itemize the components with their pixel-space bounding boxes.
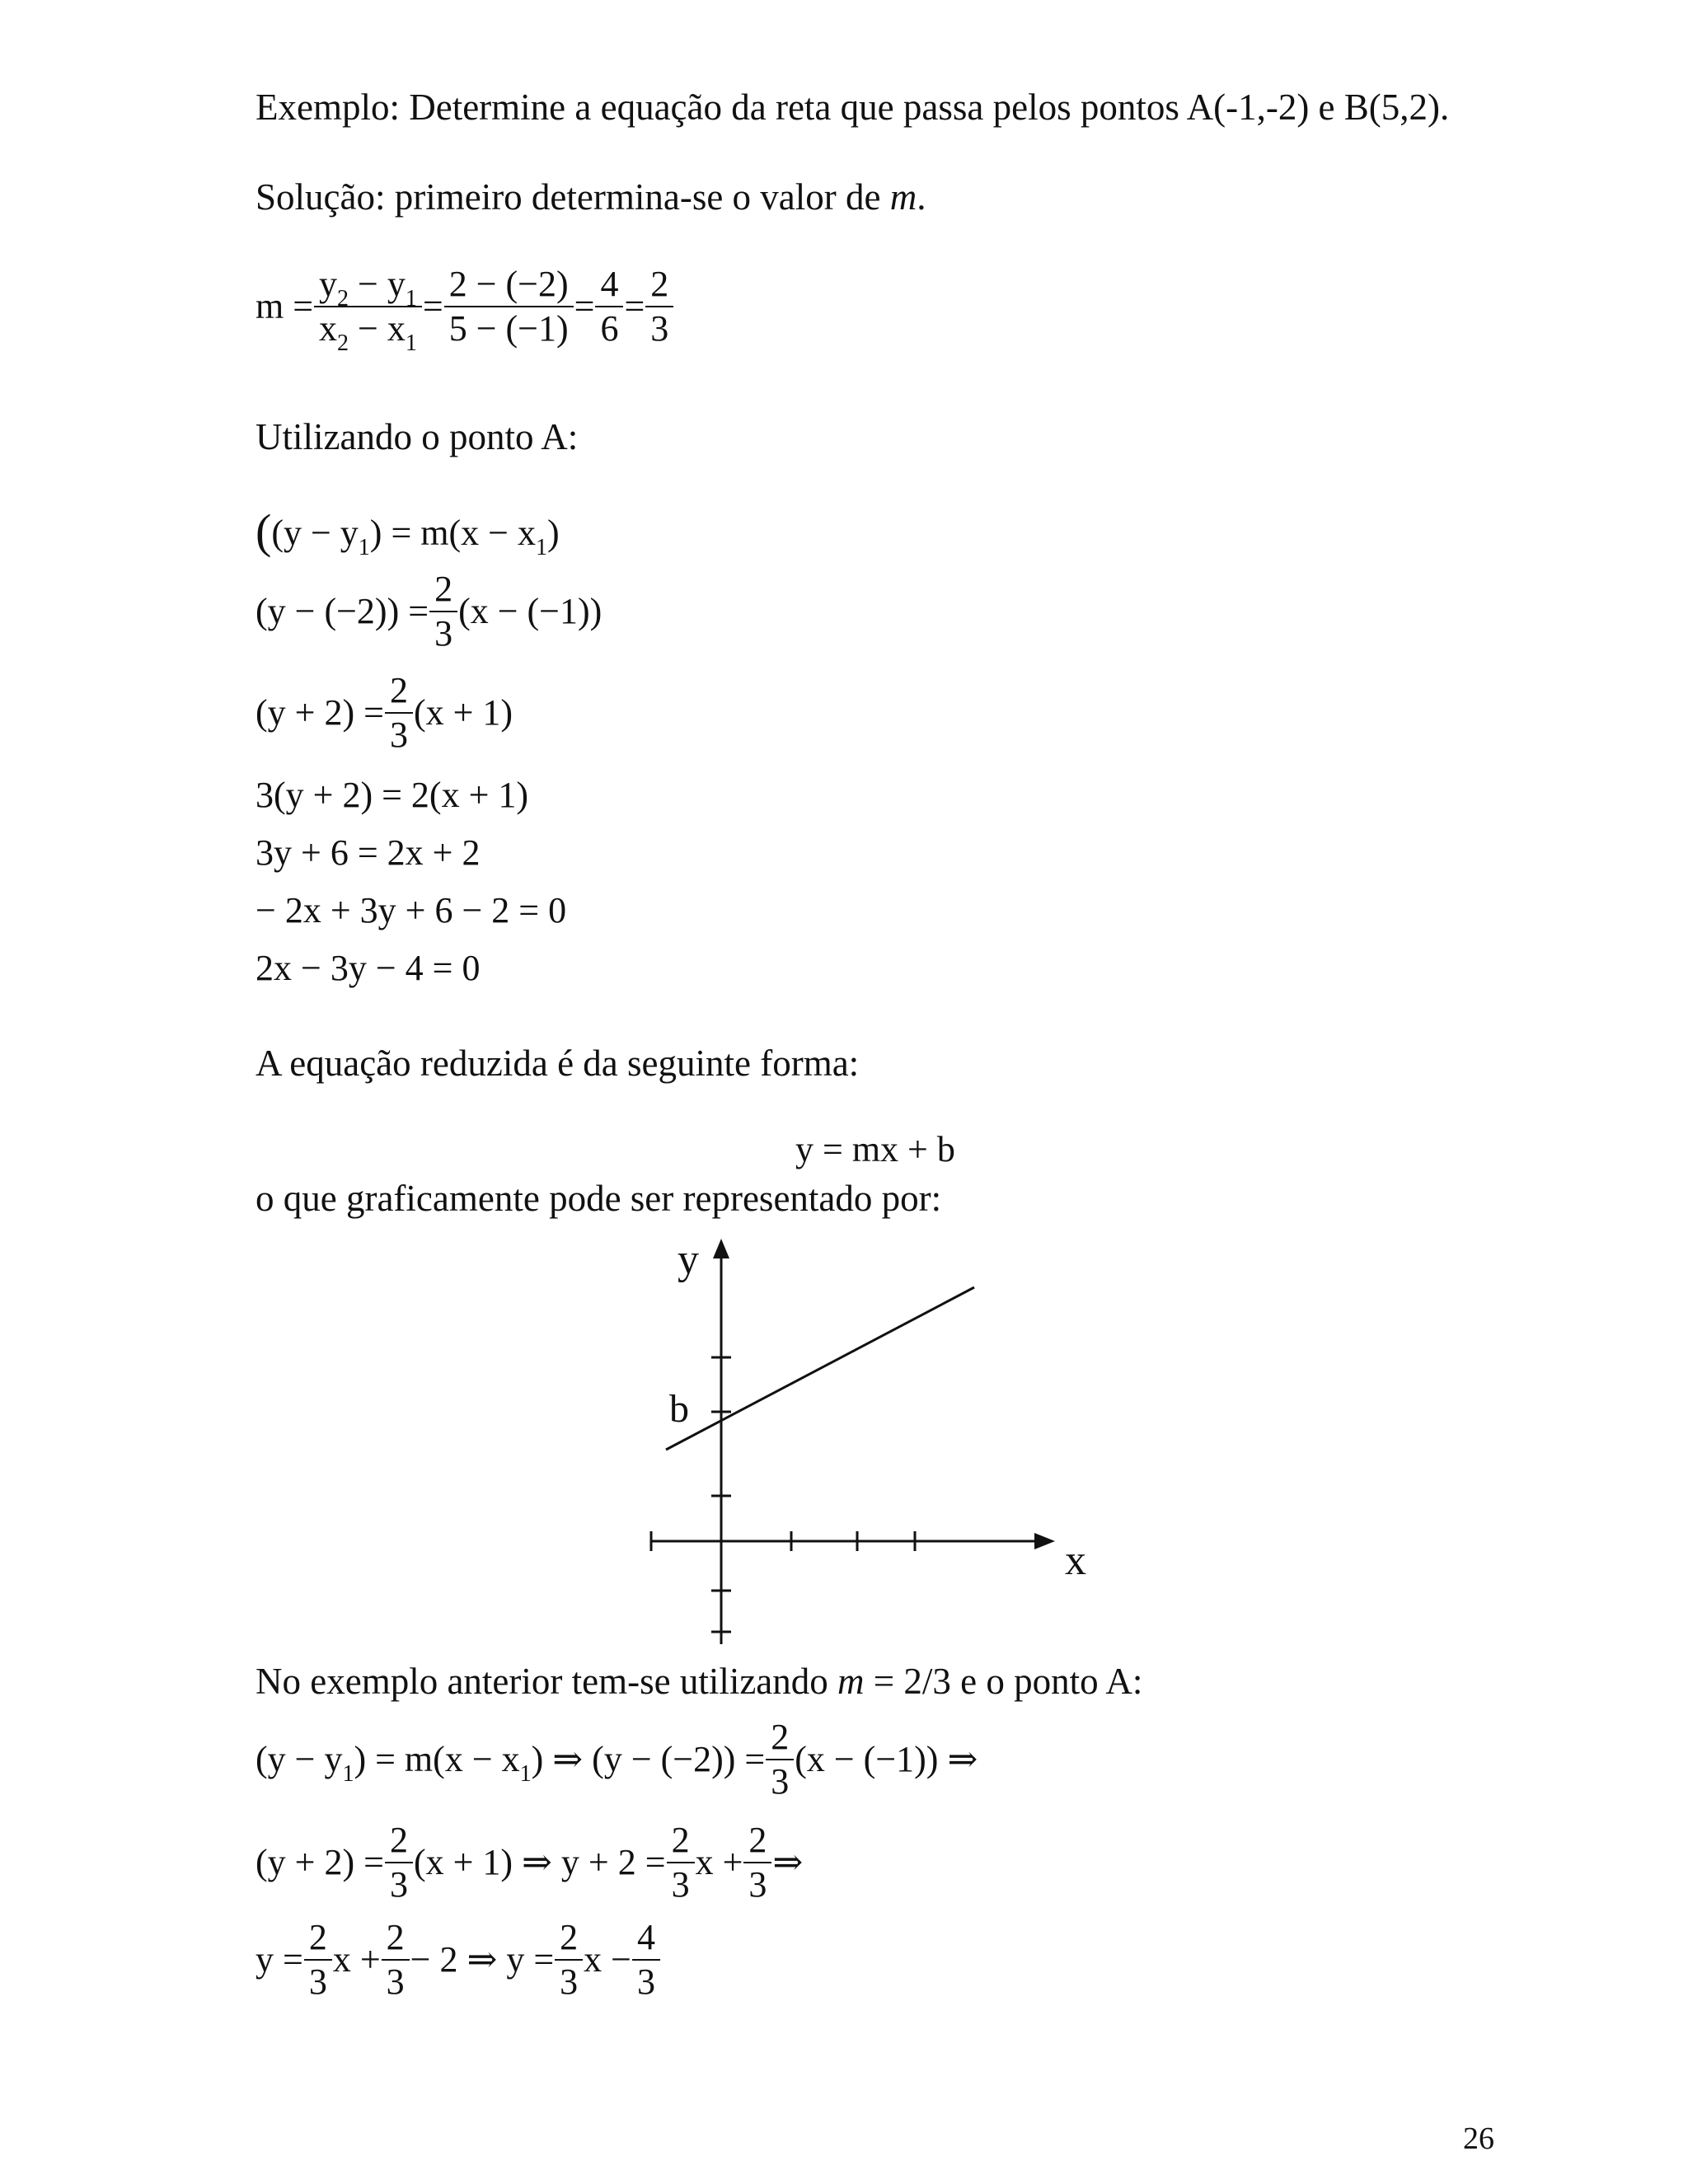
step-point-slope: ($(y - y_1) = m(x - x_1)$ [256, 504, 560, 560]
y-axis-arrow-icon [713, 1239, 729, 1258]
line-graph [635, 1232, 1113, 1673]
step-expand: 3y + 6 = 2x + 2 [256, 832, 481, 873]
step-multiply: 3(y + 2) = 2(x + 1) [256, 775, 529, 815]
step-substitution: (y − (−2)) = $\frac{2}{3}$ (x − (−1)) [256, 569, 603, 654]
slope-fraction-reduced: $\frac{2}{3}$ [648, 265, 671, 348]
intercept-label: b [669, 1387, 689, 1431]
slope-formula: m = $\frac{y_2 - y_1}{x_2 - x_1}$ = $\frac{2 - (-2)}{5 - (-1)}$ = $\frac{4}{6}$ = $\frac{2}{3}$ [256, 265, 674, 348]
final-line-2: (y + 2) = $\frac{2}{3}$ (x + 1) ⇒ y + 2 = $\frac{2}{3}$ x + $\frac{2}{3}$ ⇒ [256, 1820, 804, 1905]
step-simplified: (y + 2) = $\frac{2}{3}$ (x + 1) [256, 670, 513, 756]
final-line-3: y = $\frac{2}{3}$ x + $\frac{2}{3}$ − 2 ⇒ y = $\frac{2}{3}$ x − $\frac{4}{3}$ [256, 1919, 661, 2001]
x-axis-arrow-icon [1034, 1533, 1055, 1549]
slope-fraction-substituted: $\frac{2 - (-2)}{5 - (-1)}$ [447, 265, 571, 348]
slope-fraction-simplified: $\frac{4}{6}$ [598, 265, 621, 348]
using-point-a-heading: Utilizando o ponto A: [256, 416, 579, 457]
slope-fraction-general: $\frac{y_2 - y_1}{x_2 - x_1}$ [316, 265, 420, 348]
example-statement: Exemplo: Determine a equação da reta que passa pelos pontos A(-1,-2) e B(5,2). [256, 87, 1450, 128]
example-again-text: No exemplo anterior tem-se utilizando m = 2/3 e o ponto A: [256, 1661, 1143, 1702]
x-axis-label: x [1065, 1537, 1086, 1584]
final-line-1: $(y - y_1) = m(x - x_1)$ ⇒ (y − (−2)) = $\frac{2}{3}$ (x − (−1)) ⇒ [256, 1717, 978, 1802]
solution-line: Solução: primeiro determina-se o valor de m. [256, 176, 926, 218]
line-y-mx-b [666, 1287, 974, 1450]
step-rearrange: − 2x + 3y + 6 − 2 = 0 [256, 890, 567, 930]
page-number: 26 [1463, 2121, 1494, 2156]
step-general-form: 2x − 3y − 4 = 0 [256, 948, 481, 988]
reduced-form-text: A equação reduzida é da seguinte forma: [256, 1043, 860, 1084]
graph-intro-text: o que graficamente pode ser representado por: [256, 1178, 942, 1219]
reduced-form-equation: y = mx + b [795, 1129, 955, 1169]
y-axis-label: y [678, 1236, 699, 1283]
